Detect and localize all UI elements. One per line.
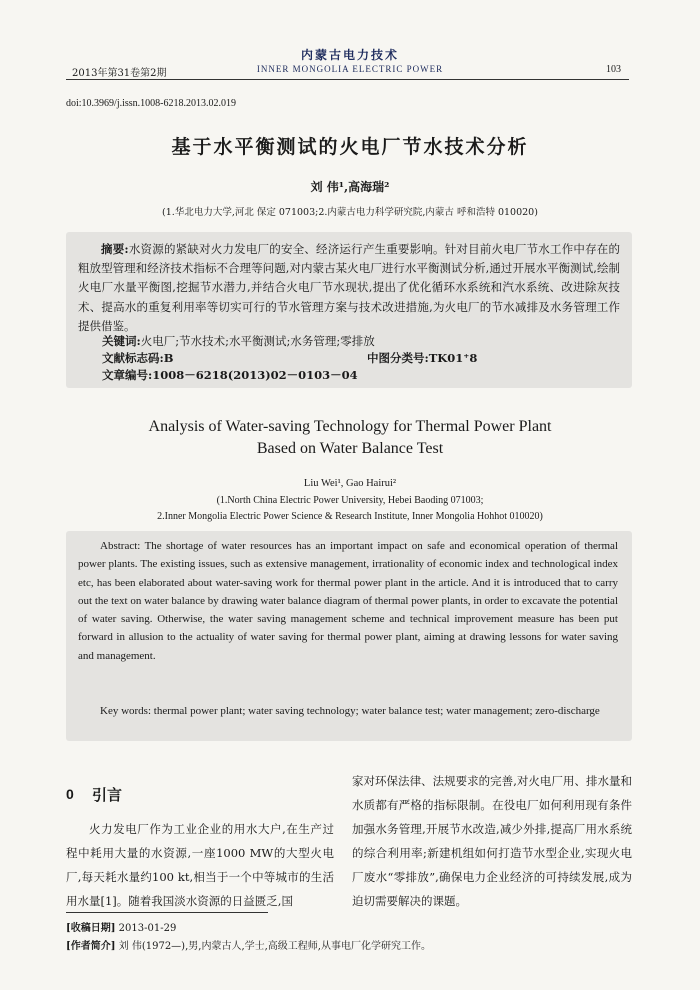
- section-title: 引言: [92, 786, 123, 804]
- classification-number: 中图分类号:TK01⁺8: [367, 351, 478, 365]
- doi: doi:10.3969/j.issn.1008-6218.2013.02.019: [66, 98, 237, 109]
- author-bio: [66, 937, 431, 952]
- keywords-label-cn: 关键词:: [102, 334, 141, 348]
- keywords-en: Key words: thermal power plant; water saving technology; water balance test; water management; zero-discharge: [100, 705, 600, 717]
- page-number: 103: [606, 64, 621, 75]
- issue-info: 2013年第31卷第2期: [72, 68, 167, 79]
- section-number: 0: [66, 786, 74, 802]
- document-mark-code: 文献标志码:B: [102, 351, 174, 365]
- author-bio-value: 刘 伟(1972—),男,内蒙古人,学士,高级工程师,从事电厂化学研究工作。: [118, 941, 431, 952]
- authors-en: Liu Wei¹, Gao Hairui²: [303, 478, 397, 489]
- abstract-text-cn: 水资源的紧缺对火力发电厂的安全、经济运行产生重要影响。针对目前火电厂节水工作中存在的粗放型管理和经济技术指标不合理等问题,对内蒙古某火电厂进行水平衡测试分析,通过开展水平衡测试,绘制火电厂水量平衡图,挖掘节水潜力,并结合火电厂节水现状,提出了优化循环水系统和汽水系统、改进除灰技术、提高水的重复利用率等切实可行的节水管理方案与技术改进措施,为火电厂的节水减排及水务管理工作提供借鉴。: [78, 242, 621, 333]
- received-label: [收稿日期]: [66, 923, 116, 934]
- abstract-en: Abstract: The shortage of water resources has an important impact on safe and economical operation of thermal power plants. The existing issues, such as extensive management, irrationality of economic index and technological index etc, has been elaborated about water-saving work for thermal power plant in the article. And it is introduced that to carry out the text on water balance by drawing water balance diagram of thermal power plants, in order to excavate the potential of water saving. Otherwise, the water saving management scheme and technical improvement measure has been put forward in allusion to the actuality of water saving for thermal power plant, aiming at drawing lessons for water saving and management.: [78, 540, 618, 662]
- keywords-text-cn: 火电厂;节水技术;水平衡测试;水务管理;零排放: [140, 334, 375, 348]
- affiliation-en-line1: (1.North China Electric Power University, Hebei Baoding 071003;: [216, 495, 484, 506]
- affiliation-cn: (1.华北电力大学,河北 保定 071003;2.内蒙古电力科学研究院,内蒙古 呼和浩特 010020): [162, 207, 538, 218]
- paper-title-en: [0, 416, 700, 460]
- paper-title-cn: 基于水平衡测试的火电厂节水技术分析: [171, 136, 529, 158]
- abstract-cn: [78, 240, 620, 336]
- received-value: 2013-01-29: [118, 923, 177, 934]
- affiliation-en-line2: 2.Inner Mongolia Electric Power Science & Research Institute, Inner Mongolia Hohhot 010020): [157, 511, 543, 522]
- body-text-left-column: 火力发电厂作为工业企业的用水大户,在生产过程中耗用大量的水资源,一座1000 MW的大型火电厂,每天耗水量约100 kt,相当于一个中等城市的生活用水量[1]。随着我国淡水资源的日益匮乏,国: [66, 822, 334, 908]
- footnote-divider: [66, 912, 268, 913]
- authors-cn: 刘 伟¹,高海瑞²: [310, 180, 390, 194]
- received-date: [66, 919, 176, 934]
- title-en-line1: Analysis of Water-saving Technology for Thermal Power Plant: [148, 418, 552, 435]
- author-bio-label: [作者简介]: [66, 941, 116, 952]
- journal-name-cn: 内蒙古电力技术: [300, 48, 399, 62]
- abstract-label-cn: 摘要:: [101, 242, 129, 256]
- article-number: 文章编号:1008－6218(2013)02－0103－04: [102, 368, 358, 382]
- body-text-right-column: 家对环保法律、法规要求的完善,对火电厂用、排水量和水质都有严格的指标限制。在役电厂如何利用现有条件加强水务管理,开展节水改造,减少外排,提高厂用水系统的综合利用率;新建机组如何打造节水型企业,实现火电厂废水“零排放”,确保电力企业经济的可持续发展,成为迫切需要解决的课题。: [352, 774, 632, 908]
- journal-name-en: INNER MONGOLIA ELECTRIC POWER: [256, 64, 444, 74]
- title-en-line2: Based on Water Balance Test: [256, 440, 444, 457]
- header-divider: [66, 79, 629, 80]
- keywords-cn: [102, 333, 375, 349]
